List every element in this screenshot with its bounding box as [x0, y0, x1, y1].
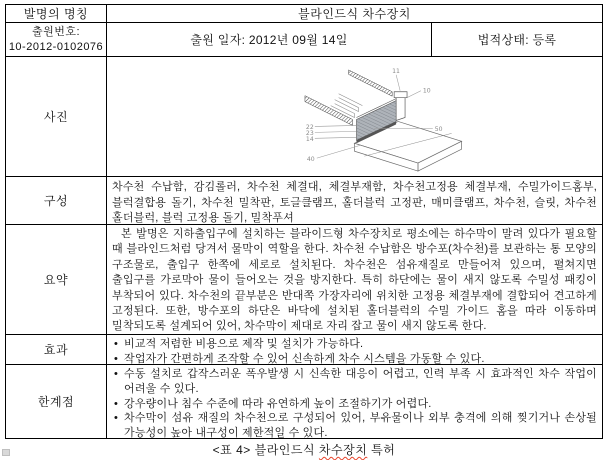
- application-number-cell: [6, 23, 106, 56]
- ref-number-10: 10: [422, 87, 431, 95]
- right-railing: [349, 70, 393, 96]
- patent-drawing: [302, 60, 522, 174]
- table-caption: [0, 441, 608, 458]
- filing-date: 출원 일자: 2012년 09월 14일: [106, 23, 431, 56]
- left-railing: [305, 96, 353, 126]
- photo-label: 사진: [43, 110, 69, 124]
- summary-label: 요약: [43, 273, 69, 287]
- limitations-item: • 강우량이나 침수 수준에 따라 유연하게 높이 조절하기가 어렵다.: [113, 397, 597, 412]
- composition-label: 구성: [43, 194, 69, 208]
- row-composition: [6, 176, 602, 224]
- limitations-label: 한계점: [37, 395, 75, 409]
- row-summary: [6, 224, 602, 334]
- effects-label: 효과: [43, 343, 69, 357]
- row-photo: [6, 56, 602, 176]
- photo-cell: [106, 57, 602, 176]
- ref-number-23: 23: [305, 129, 314, 137]
- limitations-item: • 차수막이 섬유 재질의 차수천으로 구성되어 있어, 부유물이나 외부 충격에 의해 찢기거나 손상될 가능성이 높아 내구성이 제한적일 수 있다.: [113, 411, 597, 438]
- composition-text: 차수천 수납함, 감김롤러, 차수천 체결대, 체결부재함, 차수천고정용 체결부재, 수밀가이드홈부, 블럭결합용 돌기, 차수천 밀착판, 토글클램프, 홀더블럭 고정판, 매미클램프, 차수천, 슬릿, 차수천 홀더블럭, 블럭 고정용 돌기, 밀착푸셔: [112, 181, 597, 224]
- patent-summary-table: [5, 4, 603, 439]
- ref-number-40: 40: [306, 156, 315, 164]
- row-limitations: [6, 364, 602, 438]
- application-number-value: 10-2012-0102076: [8, 40, 104, 53]
- effects-item: • 비교적 저렴한 비용으로 제작 및 설치가 가능하다.: [113, 337, 597, 352]
- limitations-item: • 수동 설치로 갑작스러운 폭우발생 시 신속한 대응이 어렵고, 인력 부족 시 효과적인 차수 작업이 어려울 수 있다.: [113, 367, 597, 397]
- corner-artifact: [2, 449, 10, 456]
- caption-prefix: <표 4> 블라인드식: [212, 443, 319, 457]
- limitations-list: [107, 365, 602, 438]
- summary-text-wrap: [107, 225, 602, 334]
- effects-item: • 작업자가 간편하게 조작할 수 있어 신속하게 차수 시스템을 가동할 수 있다.: [113, 352, 597, 364]
- caption-suffix: 특허: [367, 443, 396, 457]
- summary-text: 본 발명은 지하출입구에 설치하는 블라이드형 차수장치로 평소에는 하수막이 말려 있다가 필요할 때 블라인드처럼 당겨서 물막이 역할을 한다. 차수천 수납함은 방수포(차수천)를 보관하는 통 모양의 구조물로, 출입구 한쪽에 세로로 설치된다. 차수천은 섬유재질로 만들어져 있으며, 펼쳐지면 출입구를 가로막아 물이 들어오는 것을 방지한다. 특히 하단에는 물이 새지 않도록 수밀성 패킹이 부착되어 있다. 차수천의 끝부분은 반대쪽 가장자리에 위치한 고정용 체결부재에 결합되어 견고하게 고정된다. 또한, 방수포의 하단은 바닥에 설치된 홀더블럭의 수밀 가이드 홈을 따라 이동하며 밀착되도록 설계되어 있어, 차수막이 제대로 자리 잡고 물이 새지 않도록 한다.: [112, 228, 597, 333]
- isometric-stair-barrier-drawing: [302, 60, 522, 174]
- row-effects: [6, 334, 602, 364]
- row-invention-name: [6, 5, 602, 22]
- row-application-info: [6, 22, 602, 56]
- application-number-label: 출원번호:: [31, 25, 81, 38]
- ref-number-14: 14: [305, 135, 314, 143]
- invention-name-label: 발명의 명칭: [23, 7, 89, 21]
- caption-spellcheck-word: 차수장치: [318, 443, 368, 457]
- effects-list: [107, 335, 602, 364]
- invention-name-value: 블라인드식 차수장치: [106, 5, 602, 22]
- legal-status: 법적상태: 등록: [431, 23, 602, 56]
- ref-number-22: 22: [305, 123, 314, 131]
- ref-number-11: 11: [392, 67, 400, 75]
- ref-number-50: 50: [434, 125, 443, 133]
